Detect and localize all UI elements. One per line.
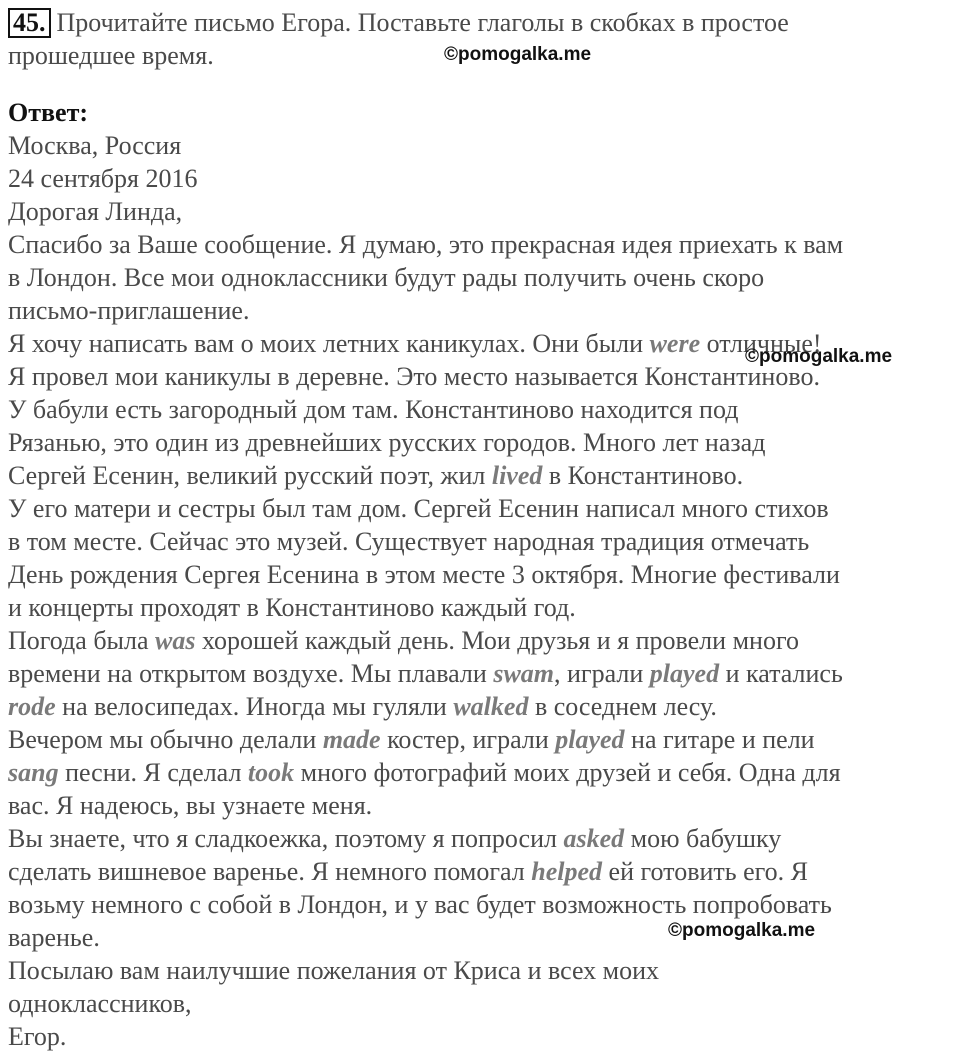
letter-line [8,558,953,591]
letter-text: Посылаю вам наилучшие пожелания от Криса и всех моих [8,956,660,985]
past-simple-verb: rode [8,692,56,721]
letter-line [8,393,953,426]
letter-text: варенье. [8,923,100,952]
watermark: ©pomogalka.me [745,346,893,367]
past-simple-verb: helped [531,857,603,886]
letter-line [8,162,953,195]
task-instruction-line1: Прочитайте письмо Егора. Поставьте глаголы в скобках в простое [56,8,789,37]
letter-line [8,789,953,822]
letter-text: вас. Я надеюсь, вы узнаете меня. [8,791,373,820]
document-page [8,6,953,1053]
letter-text: в Константиново. [542,461,744,490]
letter-line [8,690,953,723]
past-simple-verb: were [649,329,701,358]
letter-text: Я хочу написать вам о моих летних каникулах. Они были [8,329,650,358]
letter-text: Сергей Есенин, великий русский поэт, жил [8,461,492,490]
letter-text: У бабули есть загородный дом там. Константиново находится под [8,395,739,424]
letter-text: и концерты проходят в Константиново каждый год. [8,593,576,622]
letter-text: мою бабушку [624,824,782,853]
letter-text: в соседнем лесу. [528,692,717,721]
past-simple-verb: walked [453,692,529,721]
letter-line [8,525,953,558]
letter-text: Погода была [8,626,156,655]
answer-label: Ответ: [8,98,89,127]
letter-text: Егор. [8,1022,67,1051]
letter-line [8,822,953,855]
letter-text: много фотографий моих друзей и себя. Одна для [294,758,841,787]
letter-text: песни. Я сделал [58,758,248,787]
past-simple-verb: played [555,725,625,754]
past-simple-verb: took [247,758,295,787]
letter-line [8,261,953,294]
task-header [8,6,953,39]
task-instruction-line2: прошедшее время. [8,41,214,70]
letter-line [8,954,953,987]
past-simple-verb: asked [563,824,625,853]
letter-body [8,129,953,1053]
letter-line [8,228,953,261]
past-simple-verb: played [649,659,720,688]
letter-line [8,492,953,525]
letter-line [8,129,953,162]
letter-text: У его матери и сестры был там дом. Сергей Есенин написал много стихов [8,494,829,523]
letter-text: в Лондон. Все мои одноклассники будут рады получить очень скоро [8,263,765,292]
letter-text: Спасибо за Ваше сообщение. Я думаю, это прекрасная идея приехать к вам [8,230,844,259]
letter-text: сделать вишневое варенье. Я немного помогал [8,857,532,886]
letter-text: времени на открытом воздухе. Мы плавали [8,659,494,688]
letter-text: письмо-приглашение. [8,296,250,325]
task-number: 45. [8,8,51,38]
letter-text: возьму немного с собой в Лондон, и у вас будет возможность попробовать [8,890,832,919]
letter-line [8,624,953,657]
letter-line [8,459,953,492]
letter-line [8,195,953,228]
letter-text: костер, играли [380,725,556,754]
letter-line [8,855,953,888]
letter-text: одноклассников, [8,989,192,1018]
letter-text: на гитаре и пели [624,725,815,754]
letter-line [8,657,953,690]
letter-text: на велосипедах. Иногда мы гуляли [55,692,454,721]
letter-text: ей готовить его. Я [602,857,809,886]
past-simple-verb: sang [8,758,59,787]
letter-text: День рождения Сергея Есенина в этом месте 3 октября. Многие фестивали [8,560,840,589]
letter-text: Вечером мы обычно делали [8,725,323,754]
letter-line [8,1020,953,1053]
past-simple-verb: lived [491,461,543,490]
letter-text: отличные! [700,329,822,358]
letter-text: хорошей каждый день. Мои друзья и я провели много [195,626,799,655]
letter-text: Москва, Россия [8,131,182,160]
watermark: ©pomogalka.me [444,44,592,65]
letter-text: Дорогая Линда, [8,197,183,226]
letter-line [8,756,953,789]
letter-text: , играли [554,659,650,688]
past-simple-verb: made [322,725,381,754]
letter-text: в том месте. Сейчас это музей. Существует народная традиция отмечать [8,527,810,556]
letter-line [8,888,953,921]
letter-text: Вы знаете, что я сладкоежка, поэтому я попросил [8,824,564,853]
letter-text: и катались [719,659,843,688]
letter-line [8,591,953,624]
letter-line [8,987,953,1020]
letter-line [8,294,953,327]
letter-text: 24 сентября 2016 [8,164,198,193]
watermark: ©pomogalka.me [668,920,816,941]
letter-line [8,426,953,459]
past-simple-verb: swam [493,659,555,688]
letter-text: Я провел мои каникулы в деревне. Это место называется Константиново. [8,362,820,391]
letter-line [8,723,953,756]
past-simple-verb: was [155,626,196,655]
letter-text: Рязанью, это один из древнейших русских городов. Много лет назад [8,428,766,457]
